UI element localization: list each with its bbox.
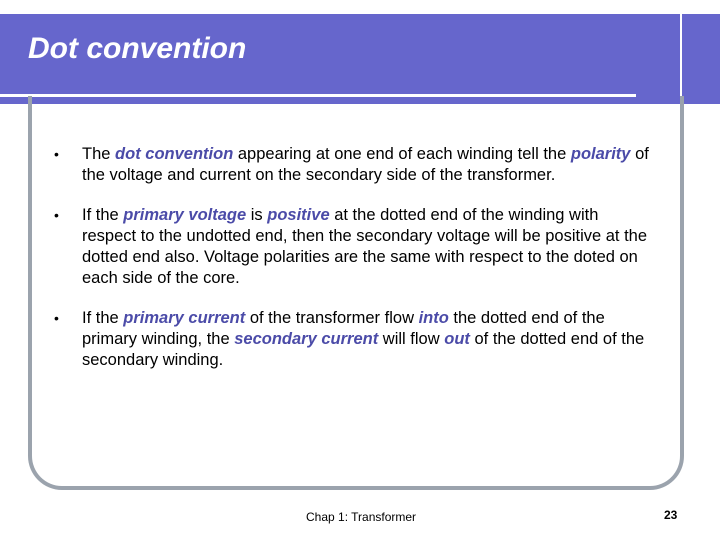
bullet-text	[76, 144, 656, 186]
emphasized-term: primary current	[123, 309, 246, 327]
bullet-text-segment: is	[246, 206, 268, 224]
bullet-list	[56, 144, 656, 390]
bullet-text-segment: The	[82, 145, 116, 163]
bullet-text-segment: of the transformer flow	[245, 309, 419, 327]
bullet-text-segment: of the dotted end of the secondary winding.	[82, 330, 645, 369]
bullet-glyph: •	[54, 146, 59, 162]
bullet-text-segment: If the	[82, 206, 124, 224]
bullet-item	[56, 144, 656, 186]
bullet-item	[56, 308, 656, 371]
bullet-text-segment: appearing at one end of each winding tell the	[233, 145, 571, 163]
emphasized-term: into	[418, 309, 449, 327]
bullet-text-segment: If the	[82, 309, 124, 327]
header-notch	[680, 14, 720, 104]
emphasized-term: positive	[267, 206, 330, 224]
bullet-glyph: •	[54, 310, 59, 326]
emphasized-term: secondary current	[234, 330, 379, 348]
bullet-glyph: •	[54, 207, 59, 223]
slide-title: Dot convention	[28, 32, 247, 65]
bullet-text-segment: of the voltage and current on the secondary side of the transformer.	[82, 145, 649, 184]
bullet-text-segment: at the dotted end of the winding with respect to the undotted end, then the secondary voltage will be positive at the dotted end also. Voltage polarities are the same with respect to the doted on each side of the core.	[82, 206, 648, 287]
emphasized-term: out	[444, 330, 470, 348]
bullet-text	[76, 205, 656, 289]
bullet-text	[76, 308, 656, 371]
page-number: 23	[664, 508, 678, 522]
bullet-text-segment: the dotted end of the primary winding, the	[82, 309, 605, 348]
emphasized-term: polarity	[570, 145, 631, 163]
emphasized-term: primary voltage	[123, 206, 247, 224]
bullet-text-segment: will flow	[378, 330, 445, 348]
emphasized-term: dot convention	[115, 145, 234, 163]
bullet-item	[56, 205, 656, 289]
footer-text: Chap 1: Transformer	[306, 510, 417, 524]
